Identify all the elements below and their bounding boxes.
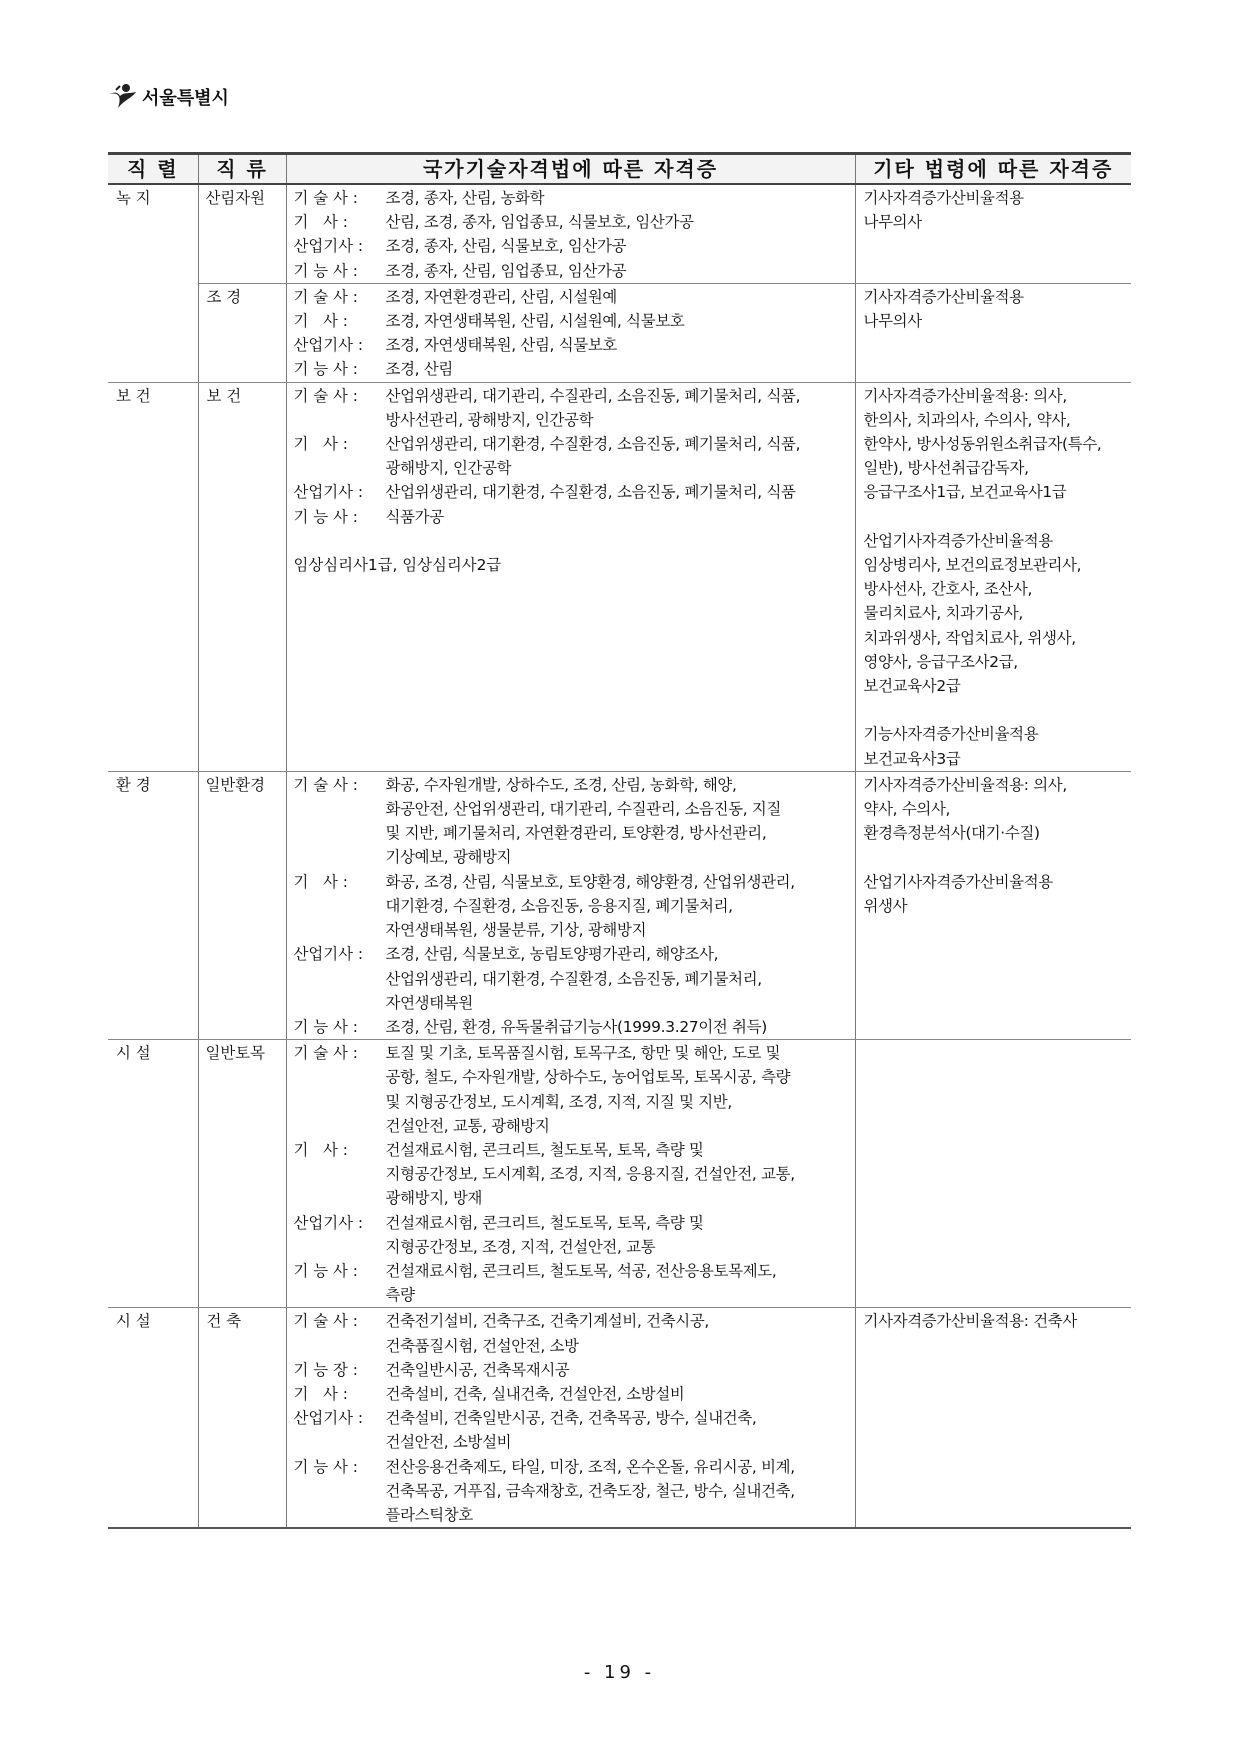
cert-list: 조경, 종자, 산림, 농화학: [385, 189, 545, 207]
cert-list: 건축설비, 건축일반시공, 건축, 건축목공, 방수, 실내건축, 건설안전, 소방설비: [385, 1409, 757, 1452]
cert-grade: 기 술 사 :: [293, 1312, 358, 1331]
cert-list: 토질 및 기초, 토목품질시험, 토목구조, 항만 및 해안, 도로 및 공항, 철도, 수자원개발, 상하수도, 농어업토목, 토목시공, 측량 및 지형공간정보, 도시계획, 조경, 지적, 지질 및 지반, 건설안전, 교통, 광해방지: [385, 1044, 791, 1135]
cert-line: [287, 773, 855, 870]
cert-list: 조경, 산림, 환경, 유독물취급기능사(1999.3.27이전 취득): [385, 1017, 767, 1036]
table-body: [108, 184, 1131, 1528]
class-label: 보 건: [206, 386, 242, 405]
cert-grade: 산업기사 :: [293, 237, 364, 256]
table-row: [108, 184, 1131, 283]
cert-grade: 기 능 사 :: [293, 1457, 358, 1476]
qualification-table: [108, 152, 1131, 1529]
class-label: 산림자원: [205, 189, 265, 207]
series-cell: [108, 382, 198, 771]
header-other-cert: 기타 법령에 따른 자격증: [855, 154, 1131, 185]
series-label: 녹 지: [116, 189, 151, 207]
series-label: 시 설: [116, 1312, 151, 1331]
class-label: 건 축: [206, 1312, 242, 1331]
series-cell: [108, 1040, 198, 1308]
cert-grade: 기 사 :: [293, 435, 348, 454]
cert-line: [287, 1211, 855, 1259]
cert-list: 화공, 수자원개발, 상하수도, 조경, 산림, 농화학, 해양, 화공안전, 산업위생관리, 대기관리, 수질관리, 소음진동, 지질 및 지반, 폐기물처리, 자연환경관리, 토양환경, 방사선관리, 기상예보, 광해방지: [385, 775, 782, 867]
cert-grade: 기 능 사 :: [293, 360, 358, 379]
cert-line: [287, 357, 855, 381]
cert-grade: 산업기사 :: [293, 945, 364, 964]
class-label: 일반환경: [205, 775, 265, 794]
cert-line: [287, 529, 855, 553]
class-cell: [198, 382, 286, 771]
national-cert-cell: [286, 1308, 855, 1528]
series-cell: [108, 1308, 198, 1528]
cert-grade: 기 술 사 :: [293, 287, 358, 306]
class-cell: [198, 1308, 286, 1528]
other-cert-text: 기사자격증가산비율적용 나무의사: [863, 189, 1024, 232]
cert-line: [287, 210, 855, 234]
cert-grade: 기 사 :: [293, 312, 348, 331]
other-cert-cell: [855, 184, 1131, 283]
cert-list: 식품가공: [385, 507, 444, 526]
cert-list: 산업위생관리, 대기환경, 수질환경, 소음진동, 폐기물처리, 식품: [385, 483, 796, 502]
cert-line: [287, 1406, 855, 1454]
table-header-row: [108, 154, 1131, 185]
cert-list: 건축일반시공, 건축목재시공: [385, 1360, 570, 1379]
national-cert-cell: [286, 1040, 855, 1308]
cert-line: [287, 1309, 855, 1357]
cert-list: 조경, 종자, 산림, 식물보호, 임산가공: [385, 237, 627, 256]
other-cert-cell: [855, 382, 1131, 771]
cert-grade: 기 능 사 :: [293, 1017, 358, 1036]
seoul-logo-icon: [106, 80, 140, 114]
cert-line: [287, 1259, 855, 1307]
header-national-cert: 국가기술자격법에 따른 자격증: [286, 154, 855, 185]
series-cell: [108, 283, 198, 382]
cert-list: 전산응용건축제도, 타일, 미장, 조적, 온수온돌, 유리시공, 비계, 건축목공, 거푸집, 금속재창호, 건축도장, 철근, 방수, 실내건축, 플라스틱창호: [385, 1457, 795, 1524]
cert-list: 산업위생관리, 대기관리, 수질관리, 소음진동, 폐기물처리, 식품, 방사선관리, 광해방지, 인간공학: [385, 386, 801, 429]
cert-grade: 산업기사 :: [293, 1213, 364, 1232]
series-label: 시 설: [116, 1044, 151, 1063]
cert-line: [287, 259, 855, 283]
cert-grade: [287, 529, 386, 553]
class-cell: [198, 771, 286, 1039]
cert-list: 조경, 자연생태복원, 산림, 식물보호: [385, 336, 617, 355]
cert-line: [287, 333, 855, 357]
other-cert-cell: [855, 1040, 1131, 1308]
table-row: [108, 382, 1131, 771]
cert-list: 건설재료시험, 콘크리트, 철도토목, 석공, 전산응용토목제도, 측량: [385, 1261, 777, 1305]
cert-line: [287, 505, 855, 529]
cert-list: 건축전기설비, 건축구조, 건축기계설비, 건축시공, 건축품질시험, 건설안전, 소방: [385, 1312, 709, 1355]
cert-line: [287, 432, 855, 480]
table-row: [108, 1308, 1131, 1528]
header-class: 직 류: [198, 154, 286, 185]
cert-grade: 기 술 사 :: [293, 1044, 358, 1063]
table-row: [108, 1040, 1131, 1308]
cert-line: [287, 942, 855, 1015]
cert-grade: 산업기사 :: [293, 483, 364, 502]
cert-list: 조경, 종자, 산림, 임업종묘, 임산가공: [385, 261, 627, 280]
national-cert-cell: [286, 184, 855, 283]
cert-line: [287, 186, 855, 210]
cert-line: [287, 285, 855, 309]
other-cert-cell: [855, 771, 1131, 1039]
cert-grade: 기 사 :: [293, 1140, 348, 1159]
cert-list: 건설재료시험, 콘크리트, 철도토목, 토목, 측량 및 지형공간정보, 도시계획, 조경, 지적, 응용지질, 건설안전, 교통, 광해방지, 방재: [385, 1140, 795, 1208]
cert-line: [287, 234, 855, 258]
national-cert-cell: [286, 283, 855, 382]
cert-grade: 기 술 사 :: [293, 775, 358, 794]
cert-line: [287, 1455, 855, 1528]
cert-grade: 기 능 사 :: [293, 261, 358, 280]
class-cell: [198, 1040, 286, 1308]
cert-grade: 기 사 :: [293, 1384, 348, 1403]
cert-list: 조경, 자연생태복원, 산림, 시설원예, 식물보호: [385, 312, 685, 331]
cert-grade: 기 술 사 :: [293, 189, 358, 207]
cert-line: [287, 1358, 855, 1382]
series-label: 보 건: [116, 386, 151, 405]
national-cert-cell: [286, 382, 855, 771]
cert-list: [386, 529, 855, 553]
cert-list: 화공, 조경, 산림, 식물보호, 토양환경, 해양환경, 산업위생관리, 대기환경, 수질환경, 소음진동, 응용지질, 폐기물처리, 자연생태복원, 생물분류, 기상, 광해방지: [385, 872, 795, 940]
cert-line: [287, 1015, 855, 1039]
national-cert-cell: [286, 771, 855, 1039]
cert-grade: 기 술 사 :: [293, 386, 358, 405]
cert-grade: 기 사 :: [293, 872, 348, 891]
table-row: [108, 283, 1131, 382]
class-label: 일반토목: [205, 1044, 265, 1063]
other-cert-text: 기사자격증가산비율적용 나무의사: [863, 287, 1024, 331]
cert-list: 조경, 산림: [385, 360, 453, 379]
class-label: 조 경: [206, 287, 242, 306]
cert-list: 조경, 산림, 식물보호, 농림토양평가관리, 해양조사, 산업위생관리, 대기환경, 수질환경, 소음진동, 폐기물처리, 자연생태복원: [385, 945, 762, 1012]
cert-line: [287, 870, 855, 943]
cert-grade: 기 능 사 :: [293, 507, 358, 526]
cert-line: [287, 480, 855, 504]
class-cell: [198, 184, 286, 283]
cert-line: [287, 309, 855, 333]
other-cert-cell: [855, 283, 1131, 382]
series-cell: [108, 771, 198, 1039]
page-number: - 19 -: [583, 1662, 656, 1683]
header-series: 직 렬: [108, 154, 198, 185]
cert-grade: 산업기사 :: [293, 1409, 364, 1428]
cert-list: 건축설비, 건축, 실내건축, 건설안전, 소방설비: [385, 1384, 685, 1403]
cert-grade: 기 사 :: [293, 213, 348, 232]
cert-line: [287, 1138, 855, 1211]
cert-line: [287, 1041, 855, 1138]
cert-list: 건설재료시험, 콘크리트, 철도토목, 토목, 측량 및 지형공간정보, 조경, 지적, 건설안전, 교통: [385, 1213, 704, 1256]
cert-line-full: 임상심리사1급, 임상심리사2급: [293, 556, 502, 575]
other-cert-text: 기사자격증가산비율적용: 의사, 약사, 수의사, 환경측정분석사(대기·수질) 산업기사자격증가산비율적용 위생사: [863, 775, 1067, 915]
cert-grade: 산업기사 :: [293, 336, 364, 355]
series-cell: [108, 184, 198, 283]
cert-list: 조경, 자연환경관리, 산림, 시설원예: [385, 287, 617, 306]
cert-grade: 기 능 장 :: [293, 1360, 358, 1379]
table-row: [108, 771, 1131, 1039]
cert-list: 산업위생관리, 대기환경, 수질환경, 소음진동, 폐기물처리, 식품, 광해방지, 인간공학: [385, 435, 801, 478]
cert-line: [287, 1382, 855, 1406]
logo-text: 서울특별시: [142, 88, 229, 109]
series-label: 환 경: [116, 775, 151, 794]
cert-grade: 기 능 사 :: [293, 1261, 358, 1280]
cert-list: 산림, 조경, 종자, 임업종묘, 식물보호, 임산가공: [385, 213, 694, 232]
cert-line: [287, 384, 855, 432]
other-cert-cell: [855, 1308, 1131, 1528]
seoul-logo: [106, 80, 229, 114]
other-cert-text: 기사자격증가산비율적용: 건축사: [863, 1312, 1077, 1331]
class-cell: [198, 283, 286, 382]
other-cert-text: 기사자격증가산비율적용: 의사, 한의사, 치과의사, 수의사, 약사, 한약사, 방사성동위원소취급자(특수, 일반), 방사선취급감독자, 응급구조사1급, 보건교육사1급 산업기사자격증가산비율적용 임상병리사, 보건의료정보관리사, 방사선사, 간호사, 조산사, 물리치료사, 치과기공사, 치과위생사, 작업치료사, 위생사, 영양사, 응급구조사2급, 보건교육사2급 기능사자격증가산비율적용 보건교육사3급: [863, 386, 1102, 768]
